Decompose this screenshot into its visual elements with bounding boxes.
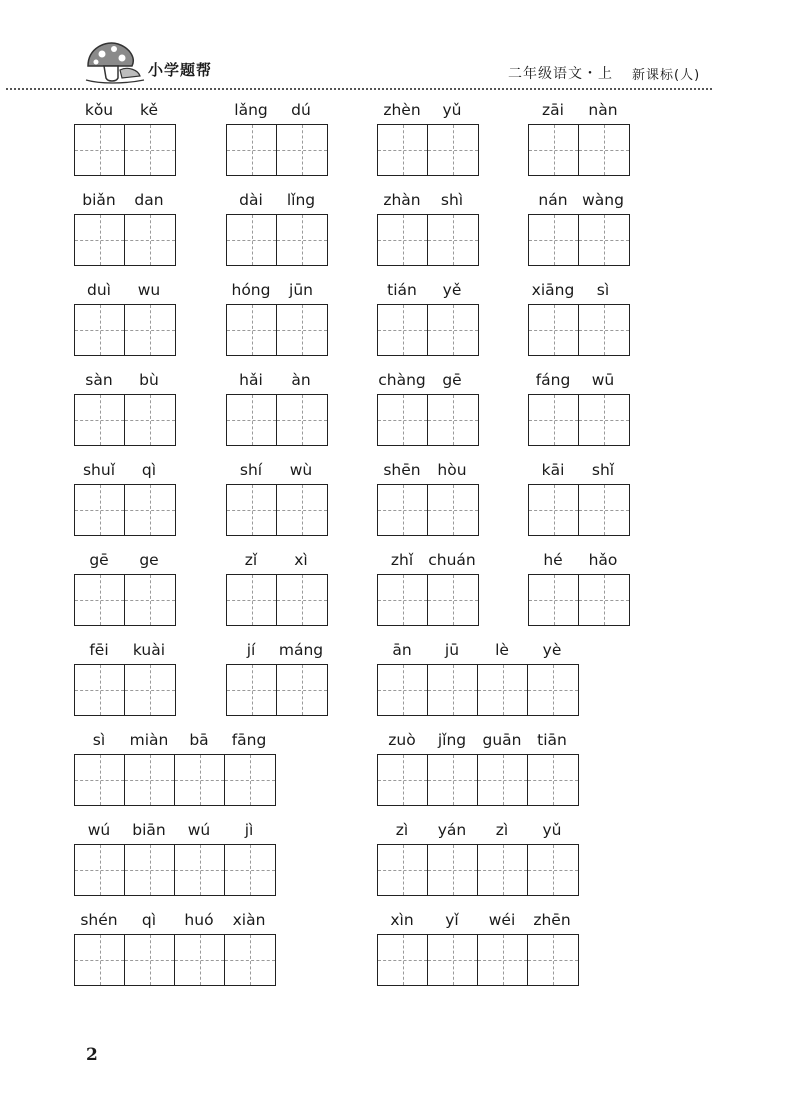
subject-title: 二年级语文・上 bbox=[508, 66, 613, 82]
pinyin-syllable: yě bbox=[442, 281, 462, 299]
character-writing-cell[interactable] bbox=[277, 125, 327, 175]
pinyin-syllable: zhàn bbox=[383, 191, 421, 209]
pinyin-syllable: sàn bbox=[85, 371, 113, 389]
character-writing-cell[interactable] bbox=[227, 305, 277, 355]
character-writing-cell[interactable] bbox=[75, 755, 125, 805]
pinyin-syllable: biǎn bbox=[82, 191, 116, 209]
character-writing-cell[interactable] bbox=[125, 125, 175, 175]
character-box-row bbox=[528, 394, 630, 446]
pinyin-syllable: ge bbox=[139, 551, 159, 569]
character-writing-cell[interactable] bbox=[378, 575, 428, 625]
character-writing-cell[interactable] bbox=[378, 845, 428, 895]
character-box-row bbox=[74, 934, 276, 986]
character-writing-cell[interactable] bbox=[529, 485, 579, 535]
pinyin-syllable: xìn bbox=[390, 911, 414, 929]
pinyin-syllable: sì bbox=[92, 731, 106, 749]
character-writing-cell[interactable] bbox=[529, 305, 579, 355]
pinyin-syllable: yǔ bbox=[542, 821, 562, 839]
character-box-row bbox=[226, 574, 328, 626]
pinyin-syllable: hǎi bbox=[239, 371, 263, 389]
character-box-row bbox=[528, 574, 630, 626]
character-box-row bbox=[226, 484, 328, 536]
character-writing-cell[interactable] bbox=[478, 845, 528, 895]
character-writing-cell[interactable] bbox=[378, 125, 428, 175]
pinyin-syllable: kāi bbox=[541, 461, 565, 479]
character-writing-cell[interactable] bbox=[125, 575, 175, 625]
character-box-row bbox=[74, 124, 176, 176]
pinyin-syllable: wàng bbox=[582, 191, 624, 209]
character-writing-cell[interactable] bbox=[478, 665, 528, 715]
character-writing-cell[interactable] bbox=[75, 395, 125, 445]
character-writing-cell[interactable] bbox=[227, 575, 277, 625]
pinyin-syllable: xì bbox=[294, 551, 308, 569]
character-writing-cell[interactable] bbox=[428, 845, 478, 895]
character-writing-cell[interactable] bbox=[528, 935, 578, 985]
pinyin-syllable: jí bbox=[246, 641, 256, 659]
pinyin-syllable: dài bbox=[239, 191, 263, 209]
character-writing-cell[interactable] bbox=[175, 935, 225, 985]
pinyin-syllable: xiāng bbox=[531, 281, 575, 299]
pinyin-syllable: kǒu bbox=[84, 101, 114, 119]
pinyin-syllable: shēn bbox=[383, 461, 421, 479]
character-writing-cell[interactable] bbox=[528, 755, 578, 805]
pinyin-syllable: miàn bbox=[129, 731, 169, 749]
character-box-row bbox=[377, 574, 479, 626]
character-box-row bbox=[377, 214, 479, 266]
character-writing-cell[interactable] bbox=[529, 125, 579, 175]
pinyin-syllable: yán bbox=[437, 821, 467, 839]
character-writing-cell[interactable] bbox=[428, 305, 478, 355]
pinyin-syllable: zì bbox=[495, 821, 509, 839]
character-writing-cell[interactable] bbox=[125, 935, 175, 985]
pinyin-syllable: shǐ bbox=[591, 461, 615, 479]
pinyin-syllable: sì bbox=[596, 281, 610, 299]
character-writing-cell[interactable] bbox=[75, 125, 125, 175]
character-writing-cell[interactable] bbox=[225, 755, 275, 805]
character-box-row bbox=[377, 754, 579, 806]
character-box-row bbox=[74, 394, 176, 446]
pinyin-syllable: shuǐ bbox=[82, 461, 116, 479]
pinyin-syllable: wū bbox=[591, 371, 615, 389]
pinyin-syllable: shì bbox=[440, 191, 464, 209]
pinyin-syllable: hǎo bbox=[588, 551, 618, 569]
pinyin-syllable: nàn bbox=[588, 101, 618, 119]
pinyin-syllable: yǐ bbox=[445, 911, 459, 929]
pinyin-syllable: hóng bbox=[231, 281, 271, 299]
character-writing-cell[interactable] bbox=[579, 395, 629, 445]
character-writing-cell[interactable] bbox=[125, 305, 175, 355]
character-writing-cell[interactable] bbox=[75, 665, 125, 715]
pinyin-syllable: gē bbox=[442, 371, 462, 389]
character-writing-cell[interactable] bbox=[175, 845, 225, 895]
character-writing-cell[interactable] bbox=[579, 215, 629, 265]
character-box-row bbox=[377, 394, 479, 446]
character-writing-cell[interactable] bbox=[528, 665, 578, 715]
character-writing-cell[interactable] bbox=[529, 395, 579, 445]
pinyin-syllable: wu bbox=[137, 281, 161, 299]
pinyin-syllable: zāi bbox=[542, 101, 564, 119]
character-box-row bbox=[377, 484, 479, 536]
character-writing-cell[interactable] bbox=[478, 935, 528, 985]
pinyin-syllable: chàng bbox=[378, 371, 426, 389]
pinyin-syllable: qì bbox=[141, 461, 157, 479]
pinyin-syllable: bā bbox=[189, 731, 209, 749]
pinyin-syllable: zǐ bbox=[244, 551, 258, 569]
pinyin-syllable: shén bbox=[80, 911, 118, 929]
character-writing-cell[interactable] bbox=[428, 485, 478, 535]
character-box-row bbox=[74, 844, 276, 896]
pinyin-syllable: wú bbox=[187, 821, 211, 839]
pinyin-syllable: shí bbox=[239, 461, 263, 479]
pinyin-syllable: bù bbox=[139, 371, 159, 389]
character-box-row bbox=[226, 394, 328, 446]
character-writing-cell[interactable] bbox=[378, 485, 428, 535]
pinyin-syllable: ān bbox=[392, 641, 412, 659]
pinyin-syllable: kuài bbox=[132, 641, 166, 659]
character-box-row bbox=[377, 934, 579, 986]
pinyin-syllable: chuán bbox=[428, 551, 476, 569]
character-writing-cell[interactable] bbox=[378, 665, 428, 715]
character-writing-cell[interactable] bbox=[75, 575, 125, 625]
character-writing-cell[interactable] bbox=[227, 665, 277, 715]
character-writing-cell[interactable] bbox=[378, 215, 428, 265]
pinyin-syllable: tián bbox=[387, 281, 417, 299]
character-writing-cell[interactable] bbox=[277, 305, 327, 355]
character-writing-cell[interactable] bbox=[225, 845, 275, 895]
pinyin-syllable: fāng bbox=[231, 731, 267, 749]
pinyin-syllable: máng bbox=[278, 641, 324, 659]
character-writing-cell[interactable] bbox=[579, 125, 629, 175]
pinyin-syllable: jǐng bbox=[437, 731, 467, 749]
pinyin-syllable: fáng bbox=[535, 371, 571, 389]
character-box-row bbox=[74, 754, 276, 806]
pinyin-syllable: wù bbox=[289, 461, 313, 479]
pinyin-syllable: gē bbox=[89, 551, 109, 569]
character-box-row bbox=[377, 124, 479, 176]
pinyin-syllable: tiān bbox=[537, 731, 567, 749]
character-box-row bbox=[74, 484, 176, 536]
character-box-row bbox=[377, 304, 479, 356]
character-writing-cell[interactable] bbox=[227, 125, 277, 175]
pinyin-syllable: zhēn bbox=[533, 911, 571, 929]
pinyin-syllable: nán bbox=[538, 191, 568, 209]
character-writing-cell[interactable] bbox=[75, 485, 125, 535]
pinyin-syllable: jūn bbox=[289, 281, 313, 299]
pinyin-syllable: lǐng bbox=[286, 191, 316, 209]
character-writing-cell[interactable] bbox=[75, 215, 125, 265]
page-number: 2 bbox=[86, 1045, 98, 1065]
character-writing-cell[interactable] bbox=[428, 575, 478, 625]
pinyin-syllable: qì bbox=[141, 911, 157, 929]
character-writing-cell[interactable] bbox=[277, 665, 327, 715]
character-writing-cell[interactable] bbox=[428, 665, 478, 715]
pinyin-syllable: jì bbox=[244, 821, 254, 839]
character-writing-cell[interactable] bbox=[428, 395, 478, 445]
character-writing-cell[interactable] bbox=[277, 395, 327, 445]
character-writing-cell[interactable] bbox=[125, 665, 175, 715]
character-writing-cell[interactable] bbox=[428, 125, 478, 175]
character-writing-cell[interactable] bbox=[75, 305, 125, 355]
brand-name: 小学题帮 bbox=[148, 61, 213, 79]
character-writing-cell[interactable] bbox=[378, 935, 428, 985]
edition-label: 新课标(人) bbox=[632, 68, 701, 83]
pinyin-syllable: hé bbox=[543, 551, 563, 569]
pinyin-syllable: dan bbox=[134, 191, 164, 209]
character-writing-cell[interactable] bbox=[478, 755, 528, 805]
character-writing-cell[interactable] bbox=[125, 755, 175, 805]
pinyin-syllable: zhǐ bbox=[390, 551, 414, 569]
character-box-row bbox=[74, 214, 176, 266]
character-writing-cell[interactable] bbox=[428, 215, 478, 265]
character-writing-cell[interactable] bbox=[125, 215, 175, 265]
character-writing-cell[interactable] bbox=[277, 215, 327, 265]
character-writing-cell[interactable] bbox=[378, 305, 428, 355]
character-writing-cell[interactable] bbox=[378, 395, 428, 445]
character-box-row bbox=[528, 304, 630, 356]
pinyin-syllable: duì bbox=[87, 281, 111, 299]
character-box-row bbox=[377, 664, 579, 716]
pinyin-syllable: lǎng bbox=[234, 101, 268, 119]
character-box-row bbox=[528, 484, 630, 536]
character-writing-cell[interactable] bbox=[579, 575, 629, 625]
character-box-row bbox=[226, 124, 328, 176]
character-writing-cell[interactable] bbox=[227, 395, 277, 445]
character-writing-cell[interactable] bbox=[529, 215, 579, 265]
character-box-row bbox=[226, 304, 328, 356]
character-box-row bbox=[377, 844, 579, 896]
character-writing-cell[interactable] bbox=[227, 215, 277, 265]
pinyin-syllable: wéi bbox=[488, 911, 516, 929]
character-writing-cell[interactable] bbox=[125, 395, 175, 445]
character-writing-cell[interactable] bbox=[125, 485, 175, 535]
character-writing-cell[interactable] bbox=[378, 755, 428, 805]
pinyin-syllable: lè bbox=[495, 641, 509, 659]
pinyin-syllable: àn bbox=[291, 371, 311, 389]
character-writing-cell[interactable] bbox=[277, 485, 327, 535]
character-box-row bbox=[528, 214, 630, 266]
pinyin-syllable: biān bbox=[132, 821, 166, 839]
character-box-row bbox=[528, 124, 630, 176]
character-writing-cell[interactable] bbox=[579, 305, 629, 355]
pinyin-syllable: huó bbox=[184, 911, 214, 929]
character-writing-cell[interactable] bbox=[175, 755, 225, 805]
pinyin-syllable: yǔ bbox=[442, 101, 462, 119]
character-writing-cell[interactable] bbox=[75, 845, 125, 895]
pinyin-syllable: kě bbox=[140, 101, 158, 119]
character-box-row bbox=[74, 304, 176, 356]
character-writing-cell[interactable] bbox=[227, 485, 277, 535]
character-writing-cell[interactable] bbox=[528, 845, 578, 895]
character-writing-cell[interactable] bbox=[579, 485, 629, 535]
character-box-row bbox=[74, 664, 176, 716]
character-writing-cell[interactable] bbox=[75, 935, 125, 985]
pinyin-syllable: hòu bbox=[437, 461, 467, 479]
pinyin-syllable: jū bbox=[444, 641, 460, 659]
character-writing-cell[interactable] bbox=[428, 935, 478, 985]
pinyin-syllable: fēi bbox=[89, 641, 109, 659]
pinyin-syllable: guān bbox=[482, 731, 522, 749]
pinyin-syllable: zhèn bbox=[383, 101, 421, 119]
pinyin-syllable: yè bbox=[542, 641, 562, 659]
character-writing-cell[interactable] bbox=[225, 935, 275, 985]
character-box-row bbox=[74, 574, 176, 626]
pinyin-syllable: zuò bbox=[388, 731, 416, 749]
character-box-row bbox=[226, 214, 328, 266]
character-writing-cell[interactable] bbox=[125, 845, 175, 895]
pinyin-syllable: wú bbox=[87, 821, 111, 839]
pinyin-syllable: dú bbox=[291, 101, 311, 119]
character-writing-cell[interactable] bbox=[529, 575, 579, 625]
character-writing-cell[interactable] bbox=[428, 755, 478, 805]
pinyin-syllable: zì bbox=[395, 821, 409, 839]
pinyin-syllable: xiàn bbox=[232, 911, 266, 929]
character-box-row bbox=[226, 664, 328, 716]
character-writing-cell[interactable] bbox=[277, 575, 327, 625]
